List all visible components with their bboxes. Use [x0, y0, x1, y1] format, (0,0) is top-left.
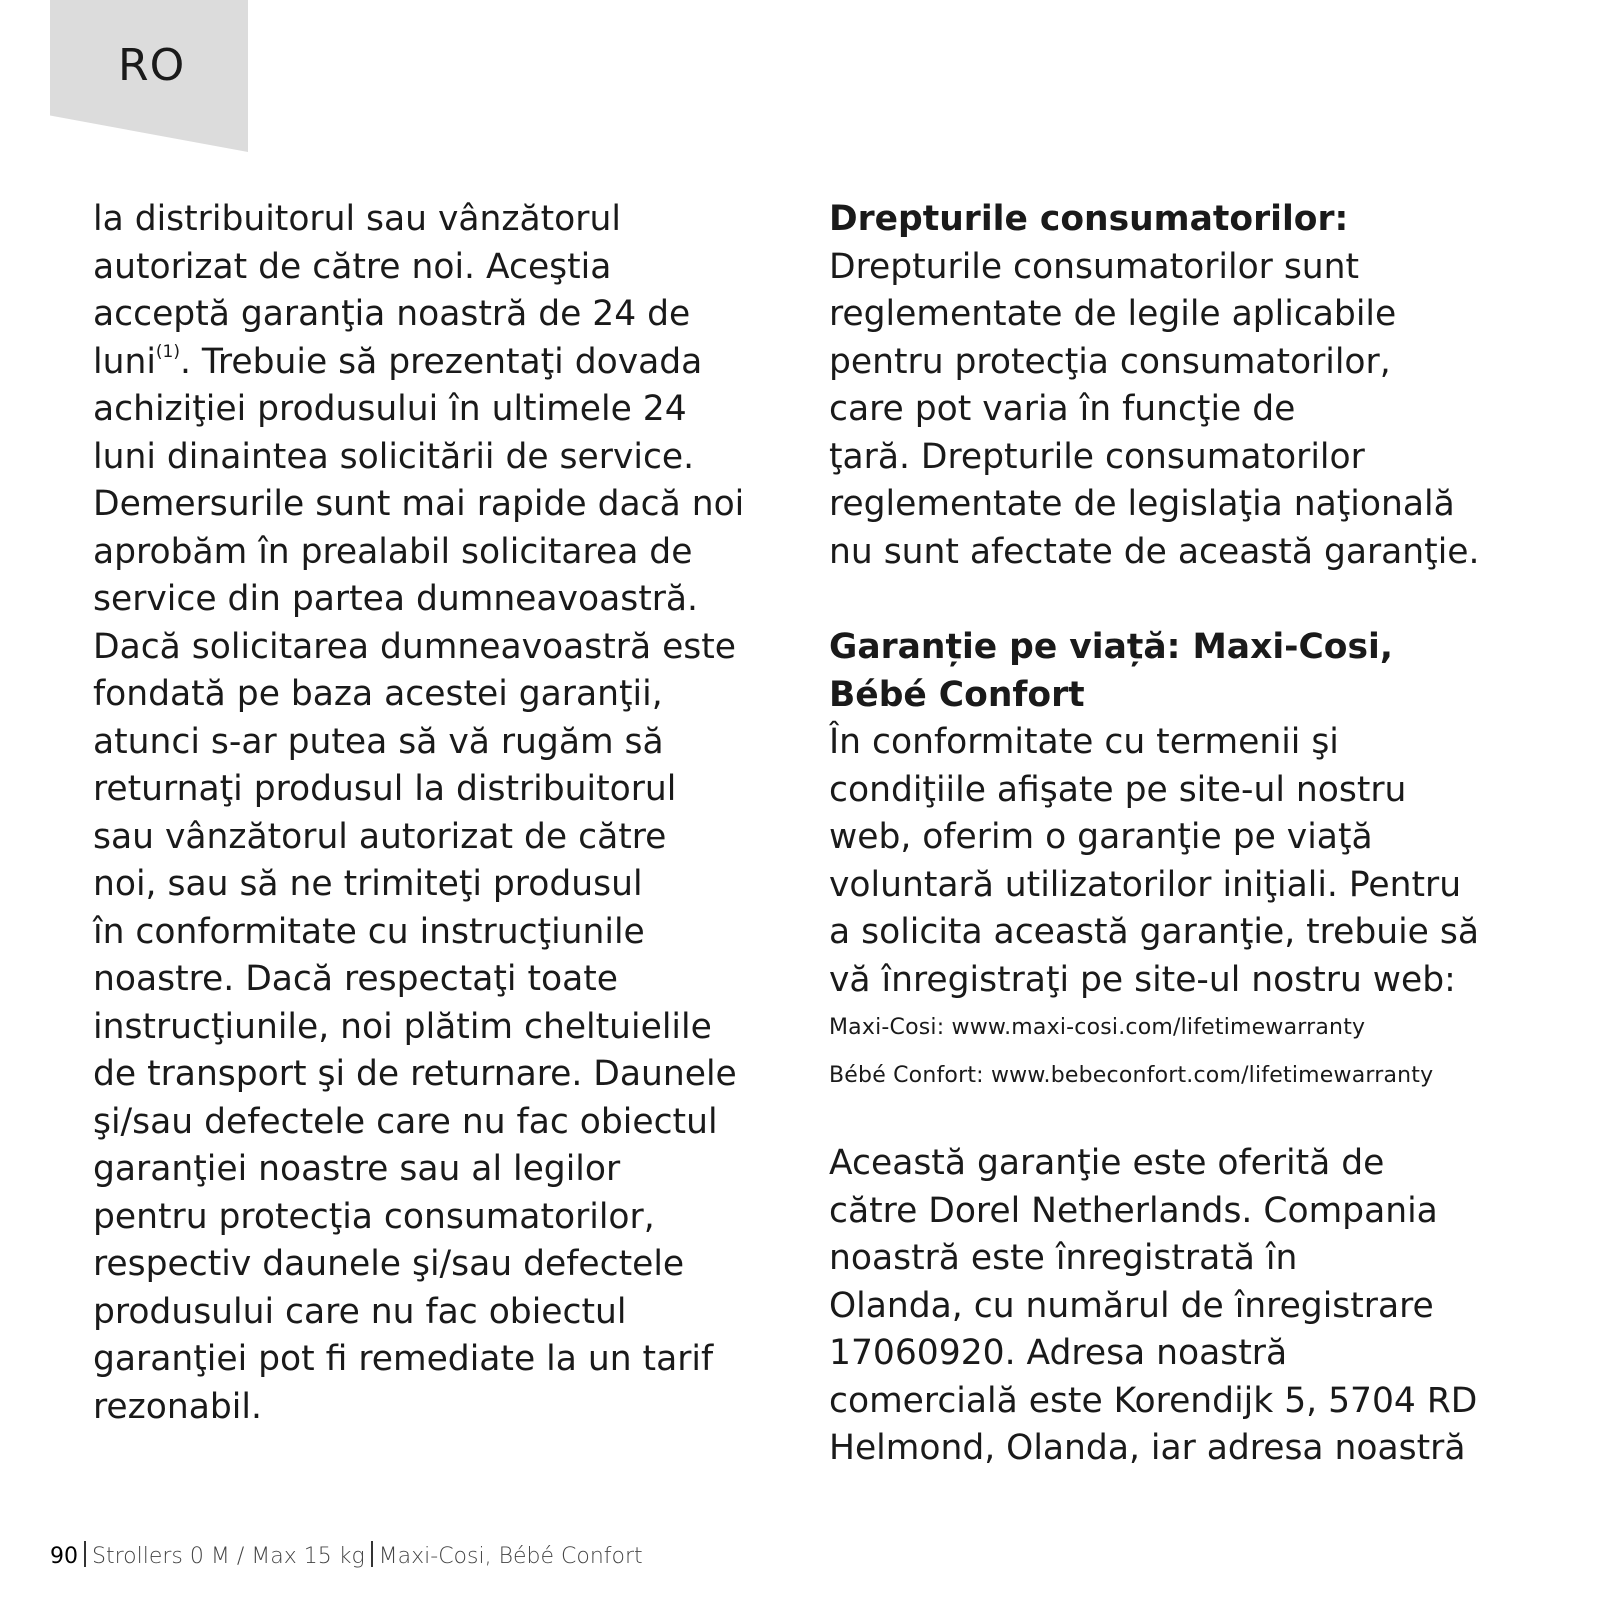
- body-line-with-footnote: [93, 339, 783, 387]
- body-line: luni dinaintea solicitării de service.: [93, 436, 695, 477]
- footer-divider: [371, 1541, 373, 1567]
- body-line: voluntară utilizatorilor iniţiali. Pentru: [829, 864, 1462, 905]
- body-line: garanţiei noastre sau al legilor: [93, 1149, 621, 1189]
- consumer-rights-heading: Drepturile consumatorilor:: [829, 199, 1349, 239]
- body-line: În conformitate cu termenii şi: [829, 722, 1339, 762]
- right-column: [829, 196, 1549, 1473]
- body-line: Dacă solicitarea dumneavoastră este: [93, 626, 737, 667]
- body-line: noi, sau să ne trimiteţi produsul: [93, 864, 643, 904]
- body-line: instrucţiunile, noi plătim cheltuielile: [93, 1006, 712, 1047]
- body-text: luni: [93, 341, 156, 382]
- body-line: vă înregistraţi pe site-ul nostru web:: [829, 959, 1456, 1000]
- body-line: achiziţiei produsului în ultimele 24: [93, 389, 687, 429]
- footer-divider: [84, 1541, 86, 1567]
- language-tab-label: RO: [118, 40, 186, 91]
- body-line: sau vânzătorul autorizat de către: [93, 816, 667, 857]
- body-line: reglementate de legile aplicabile: [829, 294, 1397, 334]
- body-line: fondată pe baza acestei garanţii,: [93, 674, 663, 714]
- left-column: [93, 196, 783, 1431]
- body-line: 17060920. Adresa noastră: [829, 1333, 1288, 1373]
- footer-brand: Maxi-Cosi, Bébé Confort: [378, 1544, 643, 1569]
- page-number: 90: [50, 1544, 78, 1569]
- body-line: acceptă garanţia noastră de 24 de: [93, 294, 691, 334]
- body-line: ţară. Drepturile consumatorilor: [829, 436, 1365, 477]
- lifetime-warranty-heading: Garanție pe viață: Maxi-Cosi,: [829, 627, 1393, 667]
- body-line: Olanda, cu numărul de înregistrare: [829, 1285, 1434, 1326]
- body-line: Helmond, Olanda, iar adresa noastră: [829, 1428, 1466, 1468]
- footer-product: Strollers 0 M / Max 15 kg: [92, 1544, 365, 1569]
- body-line: produsului care nu fac obiectul: [93, 1291, 627, 1332]
- body-line: nu sunt afectate de această garanţie.: [829, 531, 1480, 572]
- body-line: Demersurile sunt mai rapide dacă noi: [93, 484, 745, 524]
- body-line: Drepturile consumatorilor sunt: [829, 246, 1360, 287]
- body-line: către Dorel Netherlands. Compania: [829, 1190, 1438, 1231]
- body-line: noastre. Dacă respectaţi toate: [93, 959, 618, 999]
- body-line: de transport şi de returnare. Daunele: [93, 1054, 737, 1094]
- bebe-confort-warranty-link: Bébé Confort: www.bebeconfort.com/lifetimewarranty: [829, 1063, 1434, 1088]
- body-line: autorizat de către noi. Aceştia: [93, 246, 612, 287]
- lifetime-warranty-heading: Bébé Confort: [829, 674, 1085, 715]
- body-line: atunci s-ar putea să vă rugăm să: [93, 721, 664, 762]
- body-line: service din partea dumneavoastră.: [93, 579, 699, 619]
- body-line: la distribuitorul sau vânzătorul: [93, 199, 621, 239]
- body-line: rezonabil.: [93, 1386, 262, 1427]
- body-text: . Trebuie să prezentaţi dovada: [180, 341, 703, 382]
- body-line: aprobăm în prealabil solicitarea de: [93, 531, 693, 572]
- body-line: web, oferim o garanţie pe viaţă: [829, 817, 1373, 857]
- body-line: garanţiei pot fi remediate la un tarif: [93, 1339, 714, 1379]
- body-line: comercială este Korendijk 5, 5704 RD: [829, 1380, 1478, 1421]
- maxi-cosi-warranty-link: Maxi-Cosi: www.maxi-cosi.com/lifetimewarranty: [829, 1015, 1366, 1040]
- paragraph-spacer: [829, 1100, 1549, 1140]
- paragraph-spacer: [829, 576, 1549, 624]
- body-line: care pot varia în funcţie de: [829, 389, 1296, 429]
- body-line: pentru protecţia consumatorilor,: [93, 1196, 655, 1237]
- body-line: condiţiile afişate pe site-ul nostru: [829, 769, 1407, 810]
- body-line: în conformitate cu instrucţiunile: [93, 911, 645, 952]
- page-footer: [50, 1541, 643, 1569]
- footnote-reference: (1): [155, 341, 180, 362]
- body-line: Această garanţie este oferită de: [829, 1143, 1385, 1183]
- body-line: noastră este înregistrată în: [829, 1238, 1298, 1278]
- body-line: respectiv daunele şi/sau defectele: [93, 1244, 685, 1284]
- body-line: a solicita această garanţie, trebuie să: [829, 912, 1479, 952]
- body-line: pentru protecţia consumatorilor,: [829, 341, 1391, 382]
- body-line: reglementate de legislaţia naţională: [829, 484, 1455, 524]
- body-line: returnaţi produsul la distribuitorul: [93, 769, 677, 809]
- body-line: şi/sau defectele care nu fac obiectul: [93, 1101, 718, 1142]
